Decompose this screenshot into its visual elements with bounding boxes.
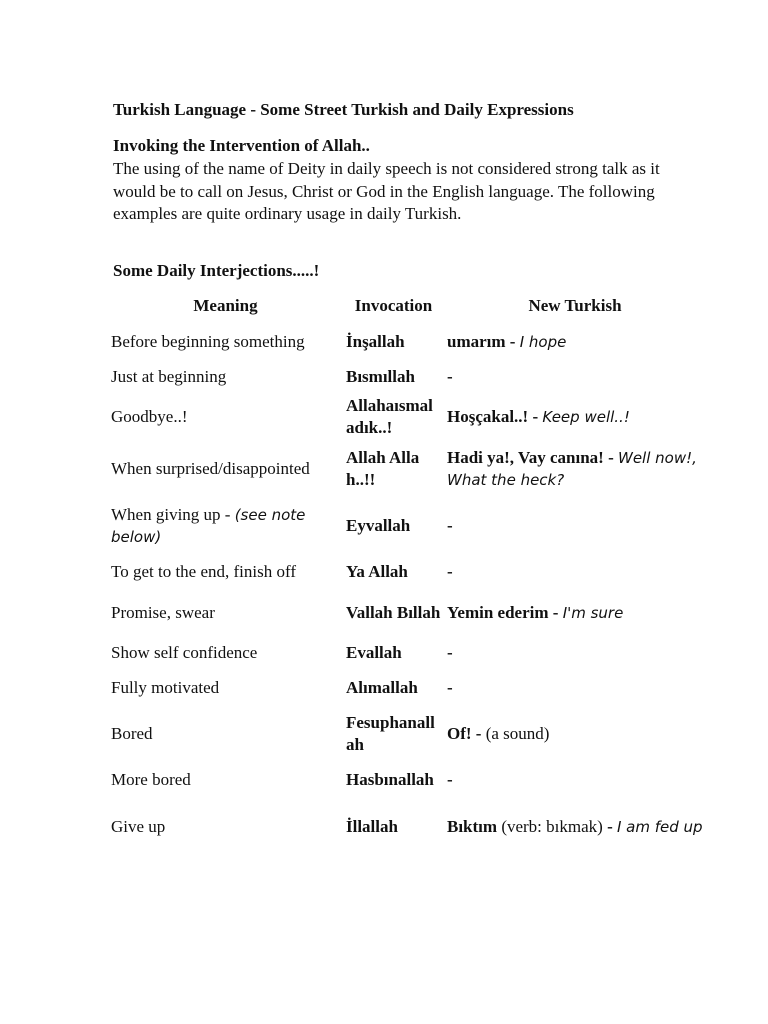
cell-new-turkish bbox=[444, 324, 706, 359]
cell-invocation: Ya Allah bbox=[346, 562, 408, 581]
new-turkish-translation: I hope bbox=[519, 332, 567, 351]
table-row bbox=[108, 554, 706, 590]
cell-meaning bbox=[108, 706, 343, 762]
new-turkish-translation: Well now!, What the heck? bbox=[447, 448, 697, 489]
new-turkish-translation: Keep well..! bbox=[542, 408, 630, 426]
table-row bbox=[108, 590, 706, 635]
header-meaning: Meaning bbox=[193, 296, 258, 315]
header-new-turkish: New Turkish bbox=[528, 296, 622, 315]
document-title: Turkish Language - Some Street Turkish and Daily Expressions bbox=[113, 100, 574, 119]
meaning-text: Just at beginning bbox=[111, 366, 227, 386]
cell-meaning bbox=[108, 324, 343, 359]
cell-invocation: Evallah bbox=[346, 642, 402, 662]
cell-invocation: İnşallah bbox=[346, 331, 405, 351]
table-row bbox=[108, 497, 706, 554]
cell-meaning bbox=[108, 497, 343, 554]
new-turkish-translation: I'm sure bbox=[562, 603, 624, 622]
meaning-text: Before beginning something bbox=[111, 331, 305, 351]
cell-new-turkish bbox=[444, 706, 706, 762]
cell-new-turkish bbox=[444, 359, 706, 394]
section-heading: Invoking the Intervention of Allah.. bbox=[113, 136, 370, 155]
new-turkish-term: Of! bbox=[447, 724, 472, 743]
cell-meaning bbox=[108, 440, 343, 497]
new-turkish-term: - bbox=[447, 562, 453, 581]
meaning-text: Fully motivated bbox=[111, 678, 220, 697]
table-row bbox=[108, 324, 706, 359]
new-turkish-term: Hoşçakal..! bbox=[447, 407, 529, 426]
new-turkish-plain: (a sound) bbox=[485, 724, 550, 743]
cell-new-turkish bbox=[444, 440, 706, 497]
new-turkish-term: umarım bbox=[447, 331, 506, 351]
new-turkish-term: - bbox=[447, 642, 453, 662]
meaning-text: To get to the end, finish off bbox=[111, 562, 296, 581]
cell-invocation: Allahaısmaladık..! bbox=[346, 396, 433, 437]
interjections-table bbox=[108, 288, 706, 855]
cell-meaning bbox=[108, 798, 343, 855]
cell-new-turkish bbox=[444, 394, 706, 440]
cell-invocation: Alımallah bbox=[346, 678, 418, 697]
cell-new-turkish bbox=[444, 762, 706, 798]
cell-invocation: Hasbınallah bbox=[346, 770, 434, 789]
meaning-text: Give up bbox=[111, 816, 166, 836]
new-turkish-term: - bbox=[447, 366, 453, 386]
interjections-heading: Some Daily Interjections.....! bbox=[113, 261, 320, 280]
new-turkish-translation: I am fed up bbox=[616, 817, 703, 836]
cell-new-turkish bbox=[444, 670, 706, 706]
new-turkish-term: Hadi ya!, Vay canına! bbox=[447, 447, 604, 467]
cell-invocation: Bısmıllah bbox=[346, 366, 415, 386]
table-row bbox=[108, 635, 706, 670]
new-turkish-term: - bbox=[447, 515, 453, 535]
cell-new-turkish bbox=[444, 590, 706, 635]
new-turkish-term: - bbox=[447, 678, 453, 697]
cell-invocation: Fesuphanallah bbox=[346, 713, 435, 754]
new-turkish-term: Bıktım bbox=[447, 816, 498, 836]
cell-new-turkish bbox=[444, 497, 706, 554]
cell-invocation: Vallah Bıllah bbox=[346, 602, 441, 622]
table-row bbox=[108, 706, 706, 762]
cell-meaning bbox=[108, 359, 343, 394]
meaning-text: Promise, swear bbox=[111, 602, 215, 622]
new-turkish-separator: - bbox=[505, 331, 520, 351]
cell-meaning bbox=[108, 635, 343, 670]
table-row bbox=[108, 359, 706, 394]
new-turkish-separator: - bbox=[602, 816, 617, 836]
table-row bbox=[108, 394, 706, 440]
new-turkish-separator: - bbox=[603, 447, 618, 467]
meaning-note: (see note below) bbox=[111, 505, 306, 546]
meaning-text: When giving up - bbox=[111, 504, 235, 524]
cell-meaning bbox=[108, 394, 343, 440]
meaning-text: When surprised/disappointed bbox=[111, 458, 310, 478]
table-row bbox=[108, 762, 706, 798]
cell-meaning bbox=[108, 670, 343, 706]
cell-invocation: İllallah bbox=[346, 816, 398, 836]
new-turkish-plain: (verb: bıkmak) bbox=[497, 816, 603, 836]
new-turkish-term: - bbox=[447, 770, 453, 789]
table-header-row bbox=[108, 288, 706, 324]
cell-meaning bbox=[108, 762, 343, 798]
cell-invocation: Eyvallah bbox=[346, 515, 411, 535]
cell-new-turkish bbox=[444, 554, 706, 590]
cell-invocation: Allah Allah..!! bbox=[346, 447, 420, 489]
cell-new-turkish bbox=[444, 798, 706, 855]
meaning-text: Goodbye..! bbox=[111, 407, 188, 426]
new-turkish-separator: - bbox=[471, 724, 486, 743]
new-turkish-separator: - bbox=[548, 602, 563, 622]
meaning-text: Bored bbox=[111, 724, 153, 743]
cell-meaning bbox=[108, 554, 343, 590]
cell-new-turkish bbox=[444, 635, 706, 670]
cell-meaning bbox=[108, 590, 343, 635]
table-row bbox=[108, 440, 706, 497]
meaning-text: More bored bbox=[111, 770, 191, 789]
new-turkish-separator: - bbox=[528, 407, 543, 426]
table-row bbox=[108, 670, 706, 706]
table-row bbox=[108, 798, 706, 855]
intro-paragraph: The using of the name of Deity in daily speech is not considered strong talk as it would be to call on Jesus, Christ or God in the English language. The following examples are quite ordinary usage in daily Turkish. bbox=[113, 159, 660, 223]
meaning-text: Show self confidence bbox=[111, 642, 258, 662]
header-invocation: Invocation bbox=[354, 296, 433, 315]
new-turkish-term: Yemin ederim bbox=[447, 602, 549, 622]
